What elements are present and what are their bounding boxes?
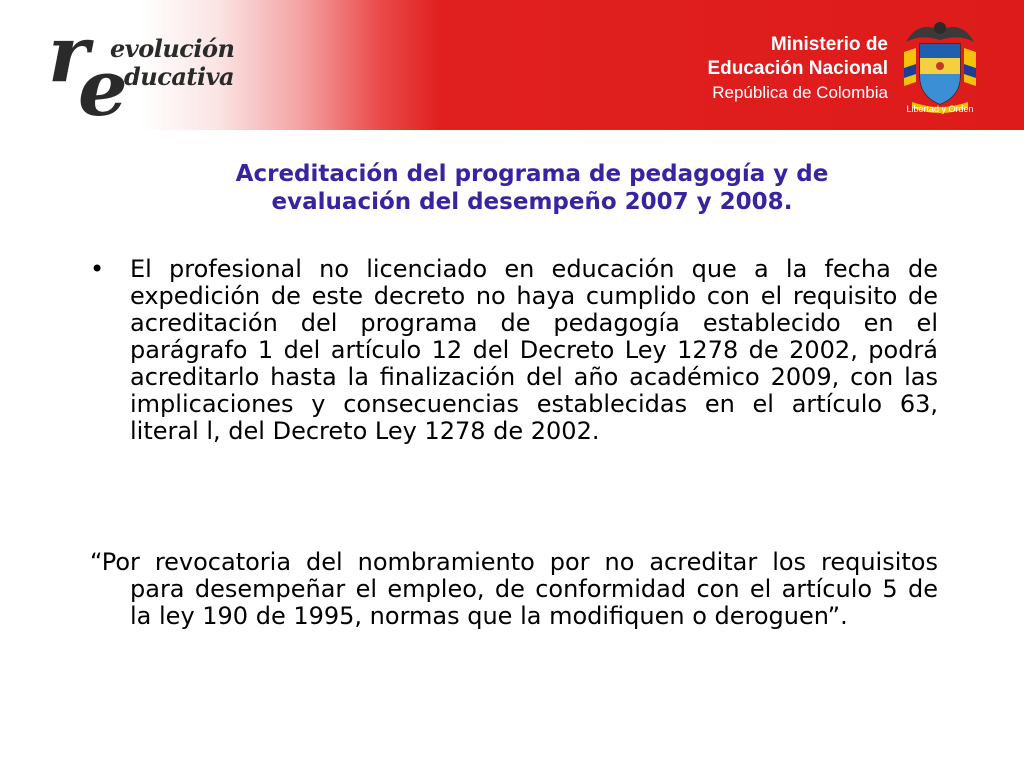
slide-title-line1: Acreditación del programa de pedagogía y de bbox=[235, 161, 829, 187]
logo-letter-r: r bbox=[48, 9, 90, 100]
ministry-line3: República de Colombia bbox=[712, 83, 888, 102]
seal-motto: Libertad y Orden bbox=[906, 104, 974, 114]
slide-title-line2: evaluación del desempeño 2007 y 2008. bbox=[271, 189, 793, 215]
logo-text-line1: evolución bbox=[110, 34, 235, 63]
ministry-line1: Ministerio de bbox=[770, 34, 888, 55]
bullet-marker: • bbox=[90, 255, 105, 283]
ministry-line2: Educación Nacional bbox=[707, 58, 888, 79]
slide-title bbox=[100, 160, 964, 216]
bullet-text: El profesional no licenciado en educación que a la fecha de expedición de este decreto no haya cumplido con el requisito de acreditación del programa de pedagogía establecido en el parágrafo 1 del artículo 12 del Decreto Ley 1278 de 2002, podrá acreditarlo hasta la finalización del año académico 2009, con las implicaciones y consecuencias establecidas en el artículo 63, literal l, del Decreto Ley 1278 de 2002. bbox=[130, 255, 938, 445]
header-band bbox=[0, 0, 1024, 134]
logo-letter-e: e bbox=[78, 43, 128, 134]
ministry-name bbox=[707, 33, 888, 105]
logo-text-line2: ducativa bbox=[124, 62, 235, 91]
quote-paragraph: “Por revocatoria del nombramiento por no acreditar los requisitos para desempeñar el empleo, de conformidad con el artículo 5 de la ley 190 de 1995, normas que la modifiquen o deroguen”. bbox=[90, 548, 938, 630]
revolucion-educativa-logo bbox=[48, 9, 278, 134]
bullet-paragraph bbox=[90, 256, 938, 445]
